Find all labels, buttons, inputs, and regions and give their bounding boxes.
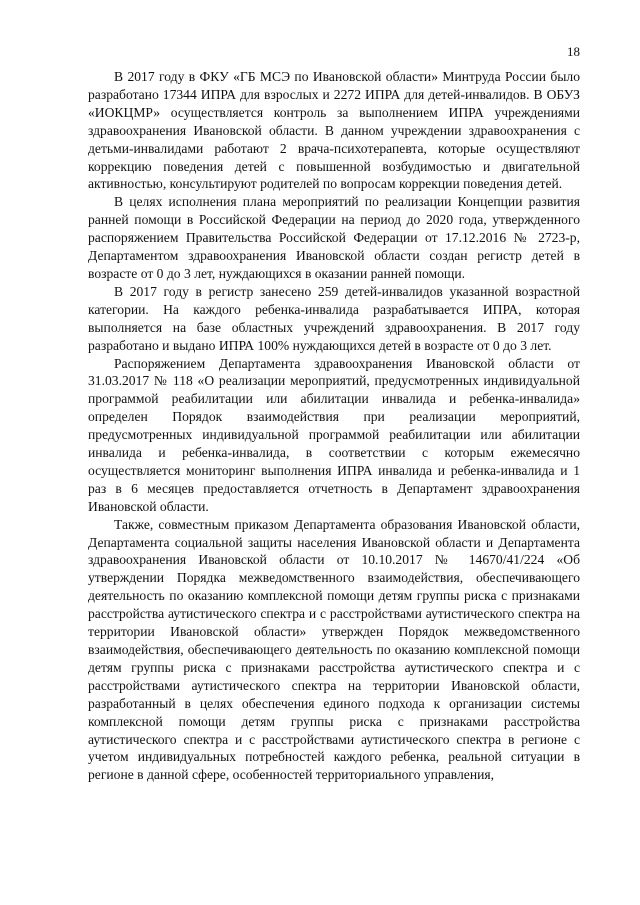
paragraph-order-118: Распоряжением Департамента здравоохранения Ивановской области от 31.03.2017 № 118 «О реализации мероприятий, предусмотренных индивидуальной программой реабилитации или абилитации инвалида и ребенка-инвалида» определен Порядок взаимодействия при реализации мероприятий, предусмотренных индивидуальной программой реабилитации или абилитации инвалида и ребенка-инвалида, в соответствии с которым ежемесячно осуществляется мониторинг выполнения ИПРА инвалида и ребенка-инвалида и 1 раз в 6 месяцев предоставляется отчетность в Департамент здравоохранения Ивановской области. xyxy=(88,355,580,514)
paragraph-joint-order-autism: Также, совместным приказом Департамента образования Ивановской области, Департамента социальной защиты населения Ивановской области и Департамента здравоохранения Ивановской области от 10.10.2017 № 14670/41/224 «Об утверждении Порядка межведомственного взаимодействия, обеспечивающего деятельность по оказанию комплексной помощи детям группы риска с признаками расстройства аутистического спектра и с расстройствами аутистического спектра на территории Ивановской области» утвержден Порядок межведомственного взаимодействия, обеспечивающего деятельность по оказанию комплексной помощи детям группы риска с признаками расстройства аутистического спектра и с расстройствами аутистического спектра на территории Ивановской области, разработанный в целях обеспечения единого подхода к организации системы комплексной помощи детям группы риска с признаками расстройства аутистического спектра и с расстройствами аутистического спектра в регионе с учетом индивидуальных потребностей каждого ребенка, реальной ситуации в регионе в данной сфере, особенностей территориального управления, xyxy=(88,516,580,783)
paragraph-ipra-2017: В 2017 году в ФКУ «ГБ МСЭ по Ивановской области» Минтруда России было разработано 17344 ИПРА для взрослых и 2272 ИПРА для детей-инвалидов. В ОБУЗ «ИОКЦМР» осуществляется контроль за выполнением ИПРА учреждениями здравоохранения Ивановской области. В данном учреждении здравоохранения с детьми-инвалидами работают 2 врача-психотерапевта, которые осуществляют коррекцию поведения детей с повышенной возбудимостью и двигательной активностью, консультируют родителей по вопросам коррекции поведения детей. xyxy=(88,69,580,192)
document-body xyxy=(88,68,580,784)
paragraph-register-2017: В 2017 году в регистр занесено 259 детей-инвалидов указанной возрастной категории. На каждого ребенка-инвалида разрабатывается ИПРА, которая выполняется на базе областных учреждений здравоохранения. В 2017 году разработано и выдано ИПРА 100% нуждающихся детей в возрасте от 0 до 3 лет. xyxy=(88,283,580,353)
page-number: 18 xyxy=(567,44,580,59)
paragraph-early-help-register: В целях исполнения плана мероприятий по реализации Концепции развития ранней помощи в Российской Федерации на период до 2020 года, утвержденного распоряжением Правительства Российской Федерации от 17.12.2016 № 2723-р, Департаментом здравоохранения Ивановской области создан регистр детей в возрасте от 0 до 3 лет, нуждающихся в оказании ранней помощи. xyxy=(88,194,580,281)
